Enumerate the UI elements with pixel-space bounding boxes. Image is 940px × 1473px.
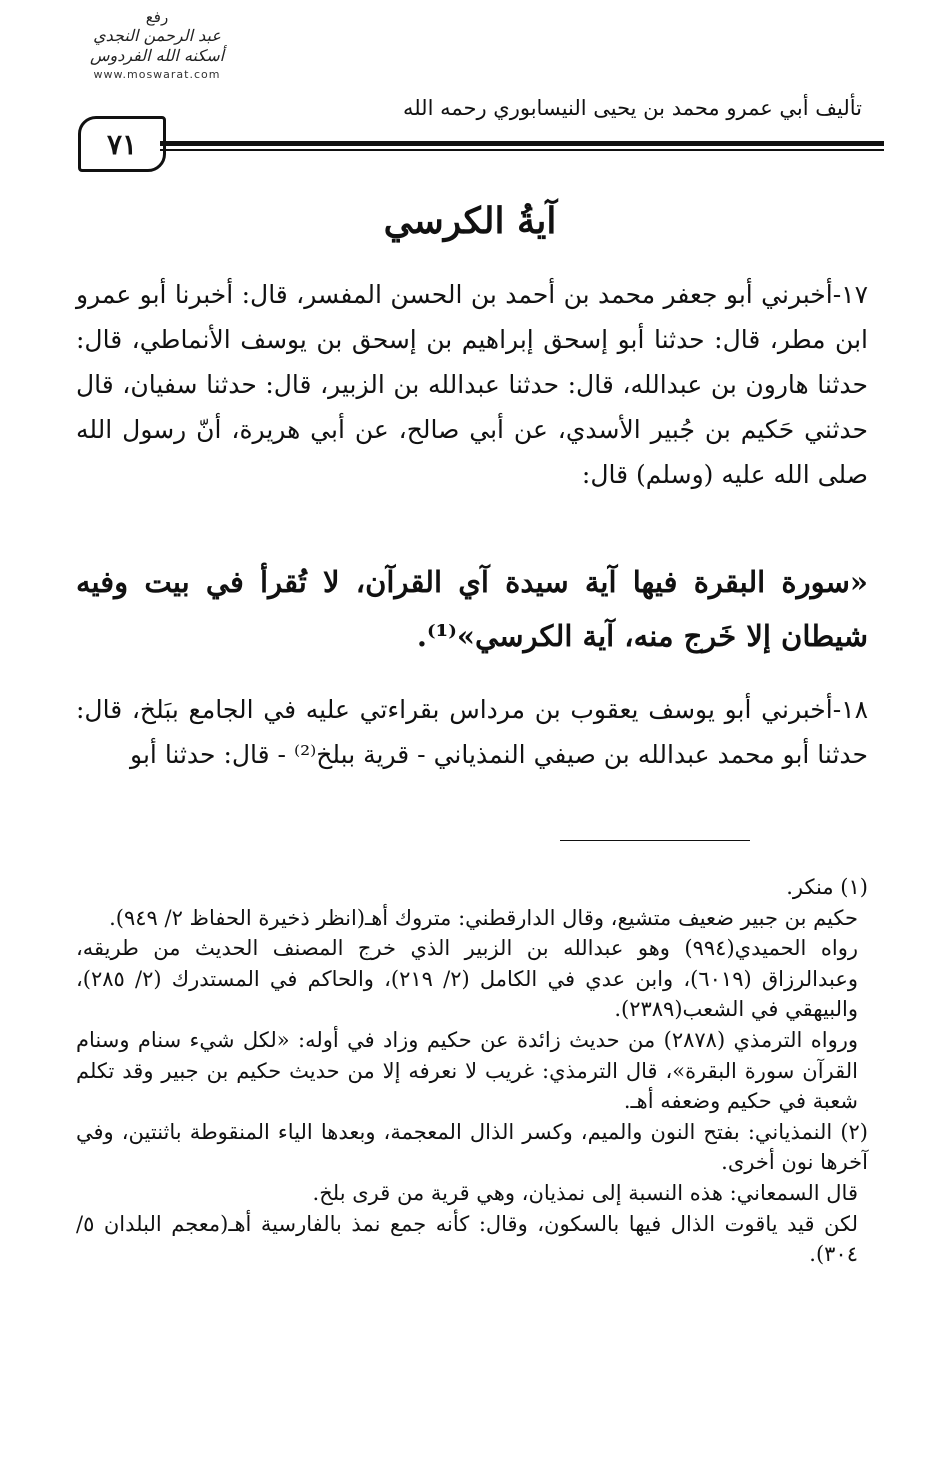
footnote-line: حكيم بن جبير ضعيف متشيع، وقال الدارقطني: متروك أهـ(انظر ذخيرة الحفاظ ٢/ ٩٤٩). xyxy=(109,905,858,930)
hadith-text: «سورة البقرة فيها آية سيدة آي القرآن، لا تُقرأ في بيت وفيه شيطان إلا خَرج منه، آية الكرسي»⁽¹⁾. xyxy=(76,565,868,653)
footnote-separator xyxy=(560,840,750,841)
header-rule-thin xyxy=(160,149,884,151)
page-number: ٧١ xyxy=(78,116,166,172)
stamp-url: www.moswarat.com xyxy=(93,68,221,81)
stamp-seal xyxy=(52,8,262,96)
footnote-line: (٢) النمذياني: بفتح النون والميم، وكسر الذال المعجمة، وبعدها الياء المنقوطة باثنتين، وفي آخرها نون أخرى. xyxy=(76,1119,868,1175)
footnote-line: قال السمعاني: هذه النسبة إلى نمذيان، وهي قرية من قرى بلخ. xyxy=(312,1180,858,1205)
footnote-line: (١) منكر. xyxy=(786,875,868,899)
footnote-line: رواه الحميدي(٩٩٤) وهو عبدالله بن الزبير الذي خرج المصنف الحديث من طريقه، وعبدالرزاق (٦٠١٩)، وابن عدي في الكامل (٢/ ٢١٩)، والحاكم في المستدرك (٢/ ٢٨٥)، والبيهقي في الشعب(٢٣٨٩). xyxy=(76,936,858,1022)
footnote-line: ورواه الترمذي (٢٨٧٨) من حديث زائدة عن حكيم وزاد في أوله: «لكل شيء سنام وسنام القرآن سورة البقرة»، قال الترمذي: غريب لا نعرفه إلا من حديث حكيم بن جبير وقد تكلم شعبة في حكيم وضعفه أهـ. xyxy=(76,1027,858,1114)
stamp-line-1: رفع xyxy=(145,8,169,26)
footnotes xyxy=(76,872,868,1270)
paragraph-17: ١٧-أخبرني أبو جعفر محمد بن أحمد بن الحسن المفسر، قال: أخبرنا أبو عمرو ابن مطر، قال: حدثنا أبو إسحق إبراهيم بن إسحق بن يوسف الأنماطي، قال: حدثنا هارون بن عبدالله، قال: حدثنا عبدالله بن الزبير، قال: حدثنا سفيان، قال حدثني حَكيم بن جُبير الأسدي، عن أبي صالح، عن أبي هريرة، أنّ رسول الله صلى الله عليه (وسلم) قال: xyxy=(76,280,868,489)
running-header: تأليف أبي عمرو محمد بن يحيى النيسابوري رحمه الله xyxy=(402,96,862,120)
stamp-line-3: أسكنه الله الفردوس xyxy=(89,46,225,65)
footnote-line: لكن قيد ياقوت الذال فيها بالسكون، وقال: كأنه جمع نمذ بالفارسية أهـ(معجم البلدان ٥/ ٣٠٤). xyxy=(76,1211,858,1267)
section-title: آيةُ الكرسي xyxy=(383,200,557,242)
header-rule xyxy=(160,141,884,146)
stamp-line-2: عبد الرحمن النجدي xyxy=(93,26,221,45)
paragraph-18: ١٨-أخبرني أبو يوسف يعقوب بن مرداس بقراءتي عليه في الجامع ببَلخ، قال: حدثنا أبو محمد عبدالله بن صيفي النمذياني - قرية ببلخ⁽²⁾ - قال: حدثنا أبو xyxy=(76,695,868,769)
